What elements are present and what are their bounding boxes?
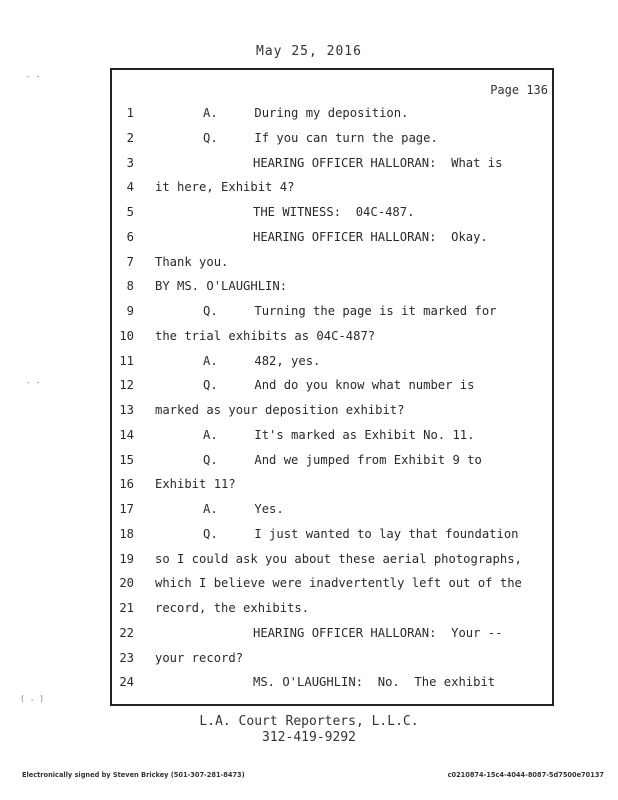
transcript-line — [0, 304, 600, 324]
line-text: your record? — [155, 650, 244, 665]
transcript-line — [0, 675, 600, 695]
transcript-line — [0, 651, 600, 671]
line-number: 10 — [119, 328, 134, 343]
line-number: 9 — [126, 304, 134, 318]
electronic-signature: Electronically signed by Steven Brickey (501-307-281-8473) — [22, 771, 245, 779]
line-text: Thank you. — [155, 254, 229, 269]
line-number: 19 — [119, 551, 134, 566]
line-text: the trial exhibits as 04C-487? — [155, 328, 376, 343]
line-number: 21 — [119, 601, 134, 615]
transcript-line — [0, 428, 600, 448]
line-number: 7 — [126, 254, 134, 269]
transcript-line — [0, 279, 600, 299]
transcript-line — [0, 502, 600, 522]
line-number: 11 — [119, 353, 134, 368]
line-text: Exhibit 11? — [155, 477, 236, 492]
transcript-line — [0, 626, 600, 646]
line-number: 8 — [126, 279, 134, 294]
transcript-line — [0, 255, 600, 275]
transcript-line — [0, 527, 600, 547]
line-number: 23 — [119, 650, 134, 665]
transcript-line — [0, 180, 600, 200]
transcript-line — [0, 230, 600, 250]
line-text: Q. If you can turn the page. — [203, 130, 438, 145]
line-text: so I could ask you about these aerial photographs, — [155, 551, 522, 566]
transcript-line — [0, 205, 600, 225]
line-text: Q. And do you know what number is — [203, 378, 475, 393]
line-text: it here, Exhibit 4? — [155, 180, 295, 195]
transcript-line — [0, 552, 600, 572]
line-number: 2 — [126, 130, 134, 145]
page-number: Page 136 — [490, 83, 548, 97]
reporter-company: L.A. Court Reporters, L.L.C. — [199, 714, 419, 729]
line-text: HEARING OFFICER HALLORAN: What is — [253, 155, 503, 170]
line-text: A. It's marked as Exhibit No. 11. — [203, 427, 475, 442]
line-text: BY MS. O'LAUGHLIN: — [155, 279, 288, 294]
line-text: which I believe were inadvertently left out of the — [155, 576, 522, 591]
line-number: 24 — [119, 675, 134, 690]
line-number: 5 — [126, 205, 134, 219]
line-text: marked as your deposition exhibit? — [155, 403, 405, 417]
line-number: 15 — [119, 452, 134, 467]
transcript-line — [0, 477, 600, 497]
reporter-phone: 312-419-9292 — [262, 730, 356, 745]
transcript-date: May 25, 2016 — [256, 44, 362, 59]
line-number: 13 — [119, 403, 134, 417]
transcript-line — [0, 576, 600, 596]
line-number: 6 — [126, 229, 134, 244]
line-text: Q. I just wanted to lay that foundation — [203, 526, 519, 541]
transcript-line — [0, 156, 600, 176]
line-number: 20 — [119, 576, 134, 591]
document-id: c0210874-15c4-4044-8087-5d7500e70137 — [447, 771, 604, 779]
line-number: 4 — [126, 180, 134, 195]
transcript-line — [0, 453, 600, 473]
scan-mark: - - — [26, 378, 41, 387]
line-number: 14 — [119, 427, 134, 442]
scan-mark: ( . ) — [20, 694, 45, 703]
footer — [0, 714, 618, 746]
line-number: 16 — [119, 477, 134, 492]
line-number: 3 — [126, 155, 134, 170]
line-number: 22 — [119, 625, 134, 640]
line-text: Q. And we jumped from Exhibit 9 to — [203, 452, 482, 467]
transcript-line — [0, 378, 600, 398]
line-text: record, the exhibits. — [155, 601, 310, 615]
transcript-line — [0, 131, 600, 151]
transcript-line — [0, 329, 600, 349]
line-text: Q. Turning the page is it marked for — [203, 304, 497, 318]
line-text: A. During my deposition. — [203, 106, 409, 120]
line-text: MS. O'LAUGHLIN: No. The exhibit — [253, 675, 496, 690]
transcript-line — [0, 403, 600, 423]
line-text: HEARING OFFICER HALLORAN: Okay. — [253, 229, 488, 244]
transcript-line — [0, 601, 600, 621]
line-number: 12 — [119, 378, 134, 393]
line-text: THE WITNESS: 04C-487. — [253, 205, 415, 219]
line-text: A. Yes. — [203, 502, 284, 516]
scan-mark: - - — [26, 72, 41, 81]
transcript-line — [0, 106, 600, 126]
line-text: A. 482, yes. — [203, 353, 321, 368]
line-number: 1 — [126, 106, 134, 120]
line-number: 17 — [119, 502, 134, 516]
line-number: 18 — [119, 526, 134, 541]
line-text: HEARING OFFICER HALLORAN: Your -- — [253, 625, 503, 640]
transcript-line — [0, 354, 600, 374]
